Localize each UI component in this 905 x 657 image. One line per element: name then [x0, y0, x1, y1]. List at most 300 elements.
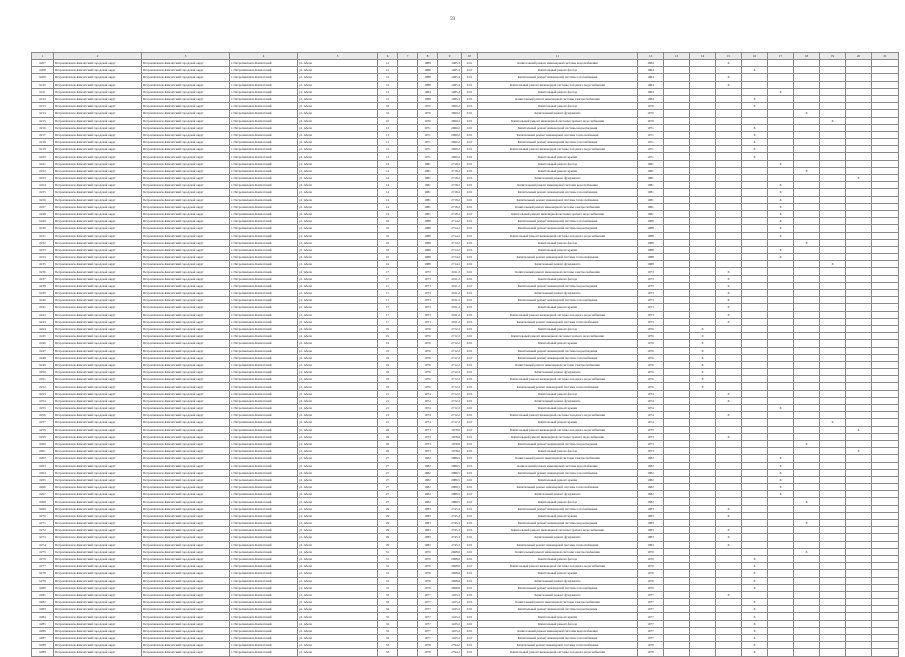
cell-locality: Петропавловск-Камчатский городской округ [142, 390, 230, 397]
table-row [32, 131, 899, 138]
cell-id: 6286 [32, 627, 54, 634]
cell-owner: Петропавловск-Камчатский городской округ [54, 383, 142, 390]
cell-col-14: X [690, 333, 716, 340]
cell-city: г. Петропавловск-Камчатский [230, 613, 298, 620]
cell-work: Капитальный ремонт инженерной системы холодного водоснабжения [478, 376, 638, 383]
cell-street: ул. Абеля [298, 189, 378, 196]
cell-col-15: X [716, 60, 742, 67]
cell-col-20 [846, 563, 872, 570]
cell-rate: 0.01 [462, 246, 478, 253]
cell-id: 6232 [32, 239, 54, 246]
cell-year: 1977 [418, 635, 438, 642]
cell-locality: Петропавловск-Камчатский городской округ [142, 239, 230, 246]
cell-col-18 [794, 67, 820, 74]
cell-col-14 [690, 74, 716, 81]
cell-street: ул. Абеля [298, 160, 378, 167]
cell-col-18 [794, 182, 820, 189]
cell-plan: 1982 [638, 476, 664, 483]
cell-work: Капитальный ремонт фундамента [478, 290, 638, 297]
cell-year: 1976 [418, 340, 438, 347]
cell-owner: Петропавловск-Камчатский городской округ [54, 462, 142, 469]
cell-col-15: X [716, 275, 742, 282]
cell-plan: 1971 [638, 153, 664, 160]
cell-col-13 [664, 239, 690, 246]
cell-house: 19 [378, 369, 398, 376]
cell-col-21 [872, 570, 899, 577]
table-row [32, 196, 899, 203]
cell-street: ул. Абеля [298, 340, 378, 347]
cell-work: Капитальный ремонт инженерной системы газоснабжения [478, 74, 638, 81]
cell-col-17 [768, 239, 794, 246]
cell-col-19 [820, 361, 846, 368]
cell-col-18 [794, 613, 820, 620]
cell-col-13 [664, 282, 690, 289]
cell-col-18 [794, 103, 820, 110]
cell-area: 2718.2 [438, 203, 462, 210]
cell-col-21 [872, 218, 899, 225]
cell-street: ул. Абеля [298, 354, 378, 361]
cell-house: 14 [378, 189, 398, 196]
cell-col-17: X [768, 203, 794, 210]
cell-col-15 [716, 333, 742, 340]
cell-col-17 [768, 124, 794, 131]
table-row [32, 570, 899, 577]
cell-col-19 [820, 282, 846, 289]
cell-id: 6242 [32, 311, 54, 318]
cell-id: 6255 [32, 405, 54, 412]
cell-work: Капитальный ремонт инженерной системы теплоснабжения [478, 131, 638, 138]
cell-rate: 0.01 [462, 60, 478, 67]
cell-rate: 0.01 [462, 275, 478, 282]
cell-owner: Петропавловск-Камчатский городской округ [54, 555, 142, 562]
cell-locality: Петропавловск-Камчатский городской округ [142, 642, 230, 649]
cell-col-18 [794, 462, 820, 469]
cell-owner: Петропавловск-Камчатский городской округ [54, 390, 142, 397]
cell-area: 2745.3 [438, 541, 462, 548]
column-header-2: 2 [54, 53, 142, 60]
cell-house: 12 [378, 67, 398, 74]
cell-col-15 [716, 369, 742, 376]
cell-city: г. Петропавловск-Камчатский [230, 563, 298, 570]
cell-blank-7 [398, 189, 418, 196]
cell-plan: 1970 [638, 570, 664, 577]
cell-locality: Петропавловск-Камчатский городской округ [142, 419, 230, 426]
cell-id: 6262 [32, 455, 54, 462]
cell-owner: Петропавловск-Камчатский городской округ [54, 627, 142, 634]
cell-plan: 1988 [638, 218, 664, 225]
cell-col-17 [768, 282, 794, 289]
cell-col-21 [872, 649, 899, 656]
cell-col-20 [846, 520, 872, 527]
cell-col-15 [716, 606, 742, 613]
cell-col-18 [794, 95, 820, 102]
cell-col-14 [690, 426, 716, 433]
cell-col-16 [742, 182, 768, 189]
table-row [32, 584, 899, 591]
cell-rate: 0.01 [462, 210, 478, 217]
cell-id: 6236 [32, 268, 54, 275]
cell-city: г. Петропавловск-Камчатский [230, 484, 298, 491]
cell-blank-7 [398, 555, 418, 562]
cell-year: 1982 [418, 469, 438, 476]
cell-col-13 [664, 476, 690, 483]
cell-city: г. Петропавловск-Камчатский [230, 225, 298, 232]
cell-rate: 0.01 [462, 563, 478, 570]
cell-street: ул. Абеля [298, 419, 378, 426]
cell-house: 13 [378, 153, 398, 160]
cell-col-16 [742, 591, 768, 598]
cell-area: 2011.2 [438, 311, 462, 318]
cell-id: 6276 [32, 555, 54, 562]
cell-col-18 [794, 570, 820, 577]
table-row [32, 304, 899, 311]
cell-street: ул. Абеля [298, 649, 378, 656]
cell-owner: Петропавловск-Камчатский городской округ [54, 60, 142, 67]
cell-col-18 [794, 347, 820, 354]
cell-col-19 [820, 577, 846, 584]
cell-col-13 [664, 311, 690, 318]
cell-street: ул. Абеля [298, 584, 378, 591]
cell-col-17 [768, 318, 794, 325]
cell-col-13 [664, 117, 690, 124]
cell-col-15 [716, 383, 742, 390]
cell-year: 1983 [418, 527, 438, 534]
cell-area: 2011.2 [438, 275, 462, 282]
cell-col-15 [716, 225, 742, 232]
cell-id: 6244 [32, 325, 54, 332]
cell-col-17 [768, 74, 794, 81]
cell-col-21 [872, 117, 899, 124]
cell-col-15 [716, 196, 742, 203]
cell-col-18 [794, 584, 820, 591]
cell-col-16 [742, 218, 768, 225]
cell-area: 2011.2 [438, 318, 462, 325]
cell-col-20 [846, 584, 872, 591]
cell-col-17 [768, 333, 794, 340]
cell-col-13 [664, 261, 690, 268]
cell-col-17: X [768, 218, 794, 225]
cell-city: г. Петропавловск-Камчатский [230, 246, 298, 253]
cell-col-17 [768, 412, 794, 419]
cell-col-15 [716, 182, 742, 189]
cell-rate: 0.01 [462, 627, 478, 634]
cell-col-19 [820, 548, 846, 555]
cell-year: 1973 [418, 433, 438, 440]
cell-col-20 [846, 534, 872, 541]
cell-col-15 [716, 124, 742, 131]
cell-col-18 [794, 175, 820, 182]
cell-col-21 [872, 405, 899, 412]
cell-col-20 [846, 433, 872, 440]
cell-id: 6228 [32, 210, 54, 217]
cell-col-20 [846, 347, 872, 354]
cell-col-14 [690, 146, 716, 153]
table-row [32, 110, 899, 117]
cell-col-13 [664, 297, 690, 304]
cell-work: Капитальный ремонт инженерной системы теплоснабжения [478, 318, 638, 325]
cell-street: ул. Абеля [298, 167, 378, 174]
cell-col-13 [664, 613, 690, 620]
cell-col-15 [716, 160, 742, 167]
cell-area: 2011.2 [438, 282, 462, 289]
cell-col-14 [690, 254, 716, 261]
cell-house: 26 [378, 448, 398, 455]
cell-plan: 1983 [638, 512, 664, 519]
cell-col-21 [872, 620, 899, 627]
cell-col-14 [690, 67, 716, 74]
cell-blank-7 [398, 649, 418, 656]
cell-owner: Петропавловск-Камчатский городской округ [54, 584, 142, 591]
cell-locality: Петропавловск-Камчатский городской округ [142, 577, 230, 584]
cell-area: 2714.2 [438, 261, 462, 268]
cell-col-18 [794, 340, 820, 347]
cell-col-20 [846, 304, 872, 311]
cell-house: 13 [378, 124, 398, 131]
cell-city: г. Петропавловск-Камчатский [230, 383, 298, 390]
cell-col-16: X [742, 95, 768, 102]
cell-work: Капитальный ремонт инженерной системы водоотведения [478, 606, 638, 613]
cell-col-16: X [742, 577, 768, 584]
cell-col-18 [794, 88, 820, 95]
cell-blank-7 [398, 405, 418, 412]
table-row [32, 268, 899, 275]
cell-plan: 1976 [638, 376, 664, 383]
cell-col-21 [872, 210, 899, 217]
cell-col-21 [872, 412, 899, 419]
cell-col-18 [794, 390, 820, 397]
cell-col-19 [820, 455, 846, 462]
table-row [32, 512, 899, 519]
table-row [32, 67, 899, 74]
cell-col-15 [716, 103, 742, 110]
cell-city: г. Петропавловск-Камчатский [230, 376, 298, 383]
cell-col-18 [794, 620, 820, 627]
cell-plan: 1976 [638, 333, 664, 340]
cell-col-15 [716, 649, 742, 656]
cell-owner: Петропавловск-Камчатский городской округ [54, 218, 142, 225]
cell-col-17: X [768, 246, 794, 253]
cell-col-20 [846, 311, 872, 318]
cell-col-13 [664, 254, 690, 261]
table-row [32, 117, 899, 124]
cell-city: г. Петропавловск-Камчатский [230, 635, 298, 642]
cell-year: 1982 [418, 476, 438, 483]
cell-col-20 [846, 254, 872, 261]
cell-col-14 [690, 541, 716, 548]
cell-blank-7 [398, 512, 418, 519]
cell-blank-7 [398, 290, 418, 297]
cell-locality: Петропавловск-Камчатский городской округ [142, 606, 230, 613]
cell-street: ул. Абеля [298, 196, 378, 203]
cell-work: Капитальный ремонт инженерной системы электроснабжения [478, 361, 638, 368]
cell-locality: Петропавловск-Камчатский городской округ [142, 74, 230, 81]
cell-blank-7 [398, 117, 418, 124]
cell-locality: Петропавловск-Камчатский городской округ [142, 534, 230, 541]
cell-area: 2712.2 [438, 354, 462, 361]
cell-col-15 [716, 484, 742, 491]
cell-col-19 [820, 340, 846, 347]
cell-col-15 [716, 146, 742, 153]
cell-blank-7 [398, 131, 418, 138]
cell-year: 1983 [418, 520, 438, 527]
cell-street: ул. Абеля [298, 67, 378, 74]
cell-blank-7 [398, 426, 418, 433]
table-row [32, 491, 899, 498]
cell-street: ул. Абеля [298, 254, 378, 261]
cell-col-14 [690, 520, 716, 527]
cell-id: 6275 [32, 548, 54, 555]
cell-id: 6261 [32, 448, 54, 455]
cell-col-18 [794, 455, 820, 462]
cell-area: 2712.2 [438, 383, 462, 390]
cell-col-18 [794, 275, 820, 282]
cell-locality: Петропавловск-Камчатский городской округ [142, 261, 230, 268]
cell-locality: Петропавловск-Камчатский городской округ [142, 325, 230, 332]
cell-rate: 0.01 [462, 426, 478, 433]
cell-id: 6210 [32, 81, 54, 88]
cell-owner: Петропавловск-Камчатский городской округ [54, 577, 142, 584]
cell-work: Капитальный ремонт инженерной системы холодного водоснабжения [478, 649, 638, 656]
cell-area: 1225.2 [438, 591, 462, 598]
cell-col-20 [846, 196, 872, 203]
cell-plan: 1981 [638, 189, 664, 196]
cell-work: Капитальный ремонт крыши [478, 613, 638, 620]
column-header-6: 6 [378, 53, 398, 60]
cell-plan: 1984 [638, 67, 664, 74]
cell-col-18 [794, 210, 820, 217]
cell-house: 32 [378, 613, 398, 620]
cell-col-13 [664, 405, 690, 412]
cell-year: 1977 [418, 591, 438, 598]
cell-col-16: X [742, 131, 768, 138]
cell-col-20 [846, 599, 872, 606]
cell-year: 1971 [418, 146, 438, 153]
cell-col-21 [872, 390, 899, 397]
cell-col-21 [872, 433, 899, 440]
cell-plan: 1971 [638, 131, 664, 138]
cell-col-13 [664, 369, 690, 376]
cell-col-13 [664, 210, 690, 217]
cell-blank-7 [398, 81, 418, 88]
cell-year: 1982 [418, 462, 438, 469]
cell-city: г. Петропавловск-Камчатский [230, 361, 298, 368]
cell-city: г. Петропавловск-Камчатский [230, 354, 298, 361]
table-row [32, 635, 899, 642]
cell-area: 2698.0 [438, 548, 462, 555]
cell-area: 1678.0 [438, 440, 462, 447]
column-header-17: 17 [768, 53, 794, 60]
cell-street: ул. Абеля [298, 60, 378, 67]
cell-locality: Петропавловск-Камчатский городской округ [142, 210, 230, 217]
cell-blank-7 [398, 225, 418, 232]
cell-col-19 [820, 290, 846, 297]
cell-col-21 [872, 591, 899, 598]
cell-locality: Петропавловск-Камчатский городской округ [142, 520, 230, 527]
cell-col-21 [872, 627, 899, 634]
cell-col-16 [742, 455, 768, 462]
cell-col-16: X [742, 613, 768, 620]
cell-col-13 [664, 555, 690, 562]
cell-col-20 [846, 440, 872, 447]
cell-id: 6265 [32, 476, 54, 483]
cell-year: 1976 [418, 361, 438, 368]
cell-city: г. Петропавловск-Камчатский [230, 419, 298, 426]
cell-col-15: X [716, 297, 742, 304]
cell-owner: Петропавловск-Камчатский городской округ [54, 369, 142, 376]
table-row [32, 282, 899, 289]
cell-work: Капитальный ремонт фундамента [478, 369, 638, 376]
cell-col-21 [872, 534, 899, 541]
cell-col-13 [664, 218, 690, 225]
cell-blank-7 [398, 275, 418, 282]
cell-col-21 [872, 88, 899, 95]
cell-col-19 [820, 642, 846, 649]
cell-col-14 [690, 462, 716, 469]
cell-col-18 [794, 591, 820, 598]
cell-col-18 [794, 534, 820, 541]
cell-city: г. Петропавловск-Камчатский [230, 642, 298, 649]
cell-col-17 [768, 563, 794, 570]
cell-col-13 [664, 153, 690, 160]
cell-col-20 [846, 81, 872, 88]
table-row [32, 153, 899, 160]
cell-col-19 [820, 203, 846, 210]
cell-col-18 [794, 563, 820, 570]
cell-owner: Петропавловск-Камчатский городской округ [54, 239, 142, 246]
cell-year: 1974 [418, 390, 438, 397]
cell-col-14 [690, 95, 716, 102]
cell-col-21 [872, 203, 899, 210]
table-row [32, 627, 899, 634]
cell-work: Капитальный ремонт фасада [478, 275, 638, 282]
cell-col-20 [846, 484, 872, 491]
cell-street: ул. Абеля [298, 361, 378, 368]
cell-col-16: X [742, 124, 768, 131]
cell-col-15 [716, 570, 742, 577]
cell-year: 1973 [418, 282, 438, 289]
cell-col-20 [846, 405, 872, 412]
cell-col-14 [690, 153, 716, 160]
cell-rate: 0.01 [462, 124, 478, 131]
cell-house: 27 [378, 462, 398, 469]
cell-id: 6279 [32, 577, 54, 584]
cell-id: 6282 [32, 599, 54, 606]
cell-col-15: X [716, 304, 742, 311]
cell-col-21 [872, 261, 899, 268]
cell-locality: Петропавловск-Камчатский городской округ [142, 218, 230, 225]
cell-col-21 [872, 613, 899, 620]
cell-owner: Петропавловск-Камчатский городской округ [54, 340, 142, 347]
cell-col-13 [664, 584, 690, 591]
cell-year: 1970 [418, 570, 438, 577]
cell-col-19 [820, 606, 846, 613]
cell-col-19 [820, 369, 846, 376]
cell-col-14 [690, 275, 716, 282]
cell-plan: 1970 [638, 584, 664, 591]
cell-locality: Петропавловск-Камчатский городской округ [142, 146, 230, 153]
cell-work: Капитальный ремонт инженерной системы холодного водоснабжения [478, 311, 638, 318]
cell-area: 2745.3 [438, 534, 462, 541]
cell-col-13 [664, 232, 690, 239]
cell-col-15 [716, 246, 742, 253]
cell-col-17 [768, 146, 794, 153]
cell-work: Капитальный ремонт крыши [478, 419, 638, 426]
cell-year: 1976 [418, 333, 438, 340]
cell-locality: Петропавловск-Камчатский городской округ [142, 282, 230, 289]
cell-city: г. Петропавловск-Камчатский [230, 304, 298, 311]
cell-col-14 [690, 261, 716, 268]
cell-owner: Петропавловск-Камчатский городской округ [54, 318, 142, 325]
